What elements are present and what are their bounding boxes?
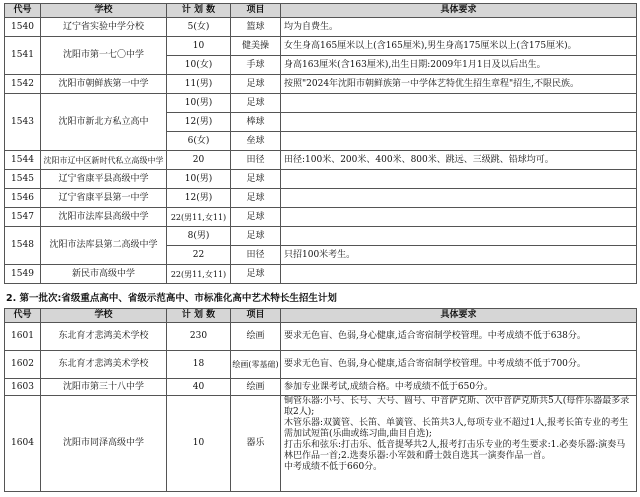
table-row xyxy=(5,151,637,170)
school-cell: 辽宁省康平县高级中学 xyxy=(41,170,167,189)
header-school: 学校 xyxy=(41,309,167,323)
requirement-cell: 只招100米考生。 xyxy=(281,246,637,265)
code-cell: 1603 xyxy=(5,379,41,396)
requirement-cell: 要求无色盲、色弱,身心健康,适合寄宿制学校管理。中考成绩不低于700分。 xyxy=(281,351,637,379)
requirement-cell xyxy=(281,132,637,151)
school-cell: 新民市高级中学 xyxy=(41,265,167,284)
plan-cell: 10(男) xyxy=(167,94,231,113)
requirement-cell: 铜管乐器:小号、长号、大号、圆号、中音萨克斯、次中音萨克斯共5人(每件乐器最多录取2人); 木管乐器:双簧管、长笛、单簧管、长笛共3人,每项专业不超过1人,报考长笛专业的考生需加试短笛(乐曲或练习曲,曲目自选); 打击乐和弦乐:打击乐、低音提琴共2人,报考打击乐专业的考生要求:1.必奏乐器:演奏马林巴作品一首;2.选奏乐器:小军鼓和爵士鼓自选其一演奏作品一首。 中考成绩不低于660分。 xyxy=(281,396,637,492)
requirement-cell: 女生身高165厘米以上(含165厘米),男生身高175厘米以上(含175厘米)。 xyxy=(281,37,637,56)
school-cell: 沈阳市第三十八中学 xyxy=(41,379,167,396)
item-cell: 足球 xyxy=(231,265,281,284)
school-cell: 沈阳市辽中区新时代私立高级中学 xyxy=(41,151,167,170)
school-cell: 沈阳市法库县第二高级中学 xyxy=(41,227,167,265)
item-cell: 手球 xyxy=(231,56,281,75)
plan-cell: 22(男11,女11) xyxy=(167,208,231,227)
item-cell: 绘画 xyxy=(231,323,281,351)
plan-cell: 40 xyxy=(167,379,231,396)
item-cell: 健美操 xyxy=(231,37,281,56)
art-plan-table xyxy=(4,308,637,492)
plan-cell: 5(女) xyxy=(167,18,231,37)
code-cell: 1541 xyxy=(5,37,41,75)
code-cell: 1604 xyxy=(5,396,41,492)
header-plan: 计 划 数 xyxy=(167,4,231,18)
school-cell: 辽宁省实验中学分校 xyxy=(41,18,167,37)
header-requirement: 具体要求 xyxy=(281,4,637,18)
table-header-row xyxy=(5,309,637,323)
school-cell: 沈阳市新北方私立高中 xyxy=(41,94,167,151)
header-item: 项目 xyxy=(231,4,281,18)
plan-cell: 12(男) xyxy=(167,113,231,132)
school-cell: 沈阳市法库县高级中学 xyxy=(41,208,167,227)
plan-cell: 20 xyxy=(167,151,231,170)
code-cell: 1544 xyxy=(5,151,41,170)
section-title: 2. 第一批次:省级重点高中、省级示范高中、市标准化高中艺术特长生招生计划 xyxy=(6,293,337,304)
header-item: 项目 xyxy=(231,309,281,323)
requirement-cell: 要求无色盲、色弱,身心健康,适合寄宿制学校管理。中考成绩不低于638分。 xyxy=(281,323,637,351)
item-cell: 足球 xyxy=(231,208,281,227)
header-code: 代号 xyxy=(5,4,41,18)
school-cell: 东北育才悲鸿美术学校 xyxy=(41,351,167,379)
code-cell: 1547 xyxy=(5,208,41,227)
table-row xyxy=(5,208,637,227)
table-row xyxy=(5,75,637,94)
table-row xyxy=(5,18,637,37)
school-cell: 沈阳市同泽高级中学 xyxy=(41,396,167,492)
table-row xyxy=(5,396,637,492)
plan-cell: 10(女) xyxy=(167,56,231,75)
table-row xyxy=(5,351,637,379)
plan-cell: 6(女) xyxy=(167,132,231,151)
plan-cell: 230 xyxy=(167,323,231,351)
table-row xyxy=(5,323,637,351)
item-cell: 垒球 xyxy=(231,132,281,151)
code-cell: 1543 xyxy=(5,94,41,151)
plan-cell: 11(男) xyxy=(167,75,231,94)
item-cell: 足球 xyxy=(231,94,281,113)
code-cell: 1602 xyxy=(5,351,41,379)
code-cell: 1545 xyxy=(5,170,41,189)
code-cell: 1548 xyxy=(5,227,41,265)
item-cell: 田径 xyxy=(231,246,281,265)
header-school: 学校 xyxy=(41,4,167,18)
header-code: 代号 xyxy=(5,309,41,323)
requirement-cell: 身高163厘米(含163厘米),出生日期:2009年1月1日及以后出生。 xyxy=(281,56,637,75)
requirement-cell xyxy=(281,208,637,227)
item-cell: 足球 xyxy=(231,170,281,189)
item-cell: 篮球 xyxy=(231,18,281,37)
code-cell: 1542 xyxy=(5,75,41,94)
table-row xyxy=(5,37,637,56)
item-cell: 绘画 xyxy=(231,379,281,396)
item-cell: 足球 xyxy=(231,75,281,94)
code-cell: 1540 xyxy=(5,18,41,37)
requirement-cell xyxy=(281,113,637,132)
item-cell: 棒球 xyxy=(231,113,281,132)
plan-cell: 10(男) xyxy=(167,170,231,189)
plan-cell: 10 xyxy=(167,396,231,492)
code-cell: 1546 xyxy=(5,189,41,208)
table-row xyxy=(5,94,637,113)
item-cell: 绘画(零基础) xyxy=(231,351,281,379)
table-row xyxy=(5,170,637,189)
plan-cell: 8(男) xyxy=(167,227,231,246)
requirement-cell: 均为自费生。 xyxy=(281,18,637,37)
requirement-cell xyxy=(281,265,637,284)
code-cell: 1601 xyxy=(5,323,41,351)
plan-cell: 22 xyxy=(167,246,231,265)
table-row xyxy=(5,227,637,246)
requirement-cell xyxy=(281,94,637,113)
requirement-cell xyxy=(281,170,637,189)
header-requirement: 具体要求 xyxy=(281,309,637,323)
code-cell: 1549 xyxy=(5,265,41,284)
header-plan: 计 划 数 xyxy=(167,309,231,323)
item-cell: 田径 xyxy=(231,151,281,170)
plan-cell: 12(男) xyxy=(167,189,231,208)
school-cell: 辽宁省康平县第一中学 xyxy=(41,189,167,208)
item-cell: 足球 xyxy=(231,227,281,246)
requirement-cell xyxy=(281,189,637,208)
table-row xyxy=(5,379,637,396)
requirement-cell xyxy=(281,227,637,246)
school-cell: 沈阳市朝鲜族第一中学 xyxy=(41,75,167,94)
item-cell: 器乐 xyxy=(231,396,281,492)
school-cell: 东北育才悲鸿美术学校 xyxy=(41,323,167,351)
requirement-cell: 参加专业课考试,成绩合格。中考成绩不低于650分。 xyxy=(281,379,637,396)
table-row xyxy=(5,189,637,208)
athletics-plan-table xyxy=(4,3,637,284)
table-row xyxy=(5,265,637,284)
requirement-cell: 按照"2024年沈阳市朝鲜族第一中学体艺特优生招生章程"招生,不限民族。 xyxy=(281,75,637,94)
plan-cell: 10 xyxy=(167,37,231,56)
plan-cell: 18 xyxy=(167,351,231,379)
plan-cell: 22(男11,女11) xyxy=(167,265,231,284)
school-cell: 沈阳市第一七〇中学 xyxy=(41,37,167,75)
table-header-row xyxy=(5,4,637,18)
item-cell: 足球 xyxy=(231,189,281,208)
requirement-cell: 田径:100米、200米、400米、800米、跳远、三级跳、铅球均可。 xyxy=(281,151,637,170)
